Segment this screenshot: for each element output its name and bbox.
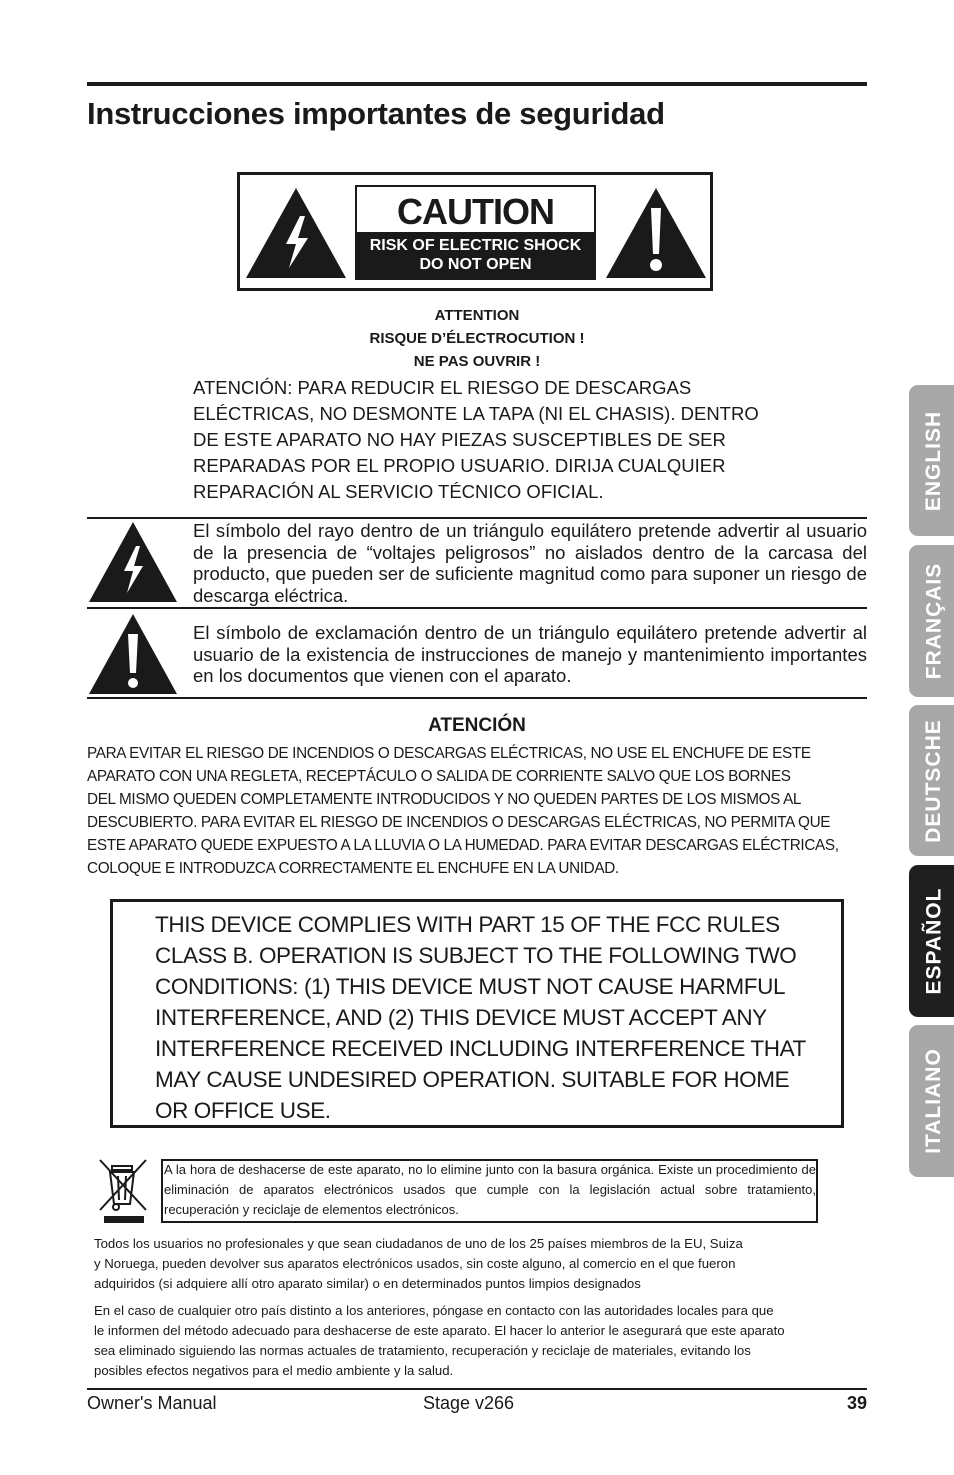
tab-label: DEUTSCHE bbox=[922, 718, 946, 843]
caution-band bbox=[357, 232, 594, 278]
disposal-line: Todos los usuarios no profesionales y que sean ciudadanos de uno de los 25 países miembros de la EU, Suiza bbox=[94, 1236, 743, 1251]
fcc-line: CLASS B. OPERATION IS SUBJECT TO THE FOLLOWING TWO bbox=[155, 943, 797, 968]
tab-italiano[interactable] bbox=[909, 1025, 954, 1177]
tab-label: FRANÇAIS bbox=[922, 562, 945, 680]
lightning-triangle-icon bbox=[244, 186, 348, 280]
spanish-warning-line: REPARADAS POR EL PROPIO USUARIO. DIRIJA CUALQUIER bbox=[193, 455, 726, 476]
divider bbox=[87, 517, 867, 519]
fcc-line: THIS DEVICE COMPLIES WITH PART 15 OF THE FCC RULES bbox=[155, 912, 780, 937]
french-warning bbox=[237, 304, 717, 373]
disposal-line: sea eliminado siguiendo las normas actuales de tratamiento, recuperación y reciclaje de materiales, evitando los bbox=[94, 1343, 751, 1358]
top-rule bbox=[87, 82, 867, 86]
tab-deutsche[interactable] bbox=[909, 705, 954, 856]
divider bbox=[87, 697, 867, 699]
tab-label: ITALIANO bbox=[922, 1048, 946, 1154]
footer-product-name: Stage v266 bbox=[423, 1393, 515, 1413]
french-warning-line: RISQUE D’ÉLECTROCUTION ! bbox=[369, 330, 585, 347]
disposal-paragraph-1 bbox=[94, 1234, 864, 1294]
atencion-line: APARATO CON UNA REGLETA, RECEPTÁCULO O SALIDA DE CORRIENTE SALVO QUE LOS BORNES bbox=[87, 768, 791, 785]
caution-line-1: RISK OF ELECTRIC SHOCK bbox=[369, 237, 582, 254]
exclamation-symbol-text: El símbolo de exclamación dentro de un triángulo equilátero pretende advertir al usuario de la existencia de instrucciones de manejo y mantenimiento importantes en los documentos que vienen con el aparato. bbox=[193, 622, 867, 686]
tab-label: ESPAÑOL bbox=[922, 887, 945, 995]
divider bbox=[87, 607, 867, 609]
atencion-line: COLOQUE E INTRODUZCA CORRECTAMENTE EL ENCHUFE EN LA UNIDAD. bbox=[87, 860, 619, 877]
atencion-heading: ATENCIÓN bbox=[428, 715, 526, 736]
fcc-line: CONDITIONS: (1) THIS DEVICE MUST NOT CAUSE HARMFUL bbox=[155, 974, 786, 999]
page-number: 39 bbox=[846, 1393, 867, 1413]
atencion-line: DESCUBIERTO. PARA EVITAR EL RIESGO DE INCENDIOS O DESCARGAS ELÉCTRICAS, NO PERMITA QUE bbox=[87, 814, 831, 831]
spanish-warning-line: ATENCIÓN: PARA REDUCIR EL RIESGO DE DESCARGAS bbox=[193, 377, 692, 398]
tab-english[interactable] bbox=[909, 385, 954, 536]
fcc-line: OR OFFICE USE. bbox=[155, 1098, 331, 1123]
exclamation-triangle-icon bbox=[87, 612, 179, 696]
crossed-bin-icon bbox=[96, 1154, 152, 1226]
atencion-body bbox=[87, 742, 877, 880]
fcc-line: INTERFERENCE RECEIVED INCLUDING INTERFERENCE THAT bbox=[155, 1036, 806, 1061]
weee-notice: A la hora de deshacerse de este aparato, no lo elimine junto con la basura orgánica. Existe un procedimiento de eliminación de aparatos electrónicos usados que cumple con la legislación actual sobre tratamiento, recuperación y reciclaje de elementos electrónicos. bbox=[164, 1162, 816, 1217]
french-warning-line: NE PAS OUVRIR ! bbox=[413, 353, 541, 370]
caution-line-2: DO NOT OPEN bbox=[419, 256, 532, 273]
spanish-warning-line: DE ESTE APARATO NO HAY PIEZAS SUSCEPTIBLES DE SER bbox=[193, 429, 726, 450]
caution-panel bbox=[355, 185, 596, 280]
fcc-notice bbox=[155, 909, 815, 1126]
footer-manual-label: Owner's Manual bbox=[87, 1393, 217, 1413]
fcc-line: INTERFERENCE, AND (2) THIS DEVICE MUST ACCEPT ANY bbox=[155, 1005, 767, 1030]
disposal-line: adquiridos (si adquiere allí otro aparato similar) o en determinados puntos limpios designados bbox=[94, 1276, 641, 1291]
lightning-symbol-text: El símbolo del rayo dentro de un triángulo equilátero pretende advertir al usuario de la presencia de “voltajes peligrosos” no aislados dentro de la carcasa del producto, que pueden ser de suficiente magnitud como para suponer un riesgo de descarga eléctrica. bbox=[193, 520, 867, 606]
atencion-line: DEL MISMO QUEDEN COMPLETAMENTE INTRODUCIDOS Y NO QUEDEN PARTES DE LOS MISMOS AL bbox=[87, 791, 802, 808]
disposal-line: posibles efectos negativos para el medio ambiente y la salud. bbox=[94, 1363, 454, 1378]
footer-rule bbox=[87, 1388, 867, 1390]
lightning-triangle-icon bbox=[87, 520, 179, 604]
atencion-line: PARA EVITAR EL RIESGO DE INCENDIOS O DESCARGAS ELÉCTRICAS, NO USE EL ENCHUFE DE ESTE bbox=[87, 745, 811, 762]
disposal-line: En el caso de cualquier otro país distinto a los anteriores, póngase en contacto con las autoridades locales para que bbox=[94, 1303, 774, 1318]
caution-word: CAUTION bbox=[397, 191, 554, 232]
exclamation-triangle-icon bbox=[604, 186, 708, 280]
spanish-warning-line: REPARACIÓN AL SERVICIO TÉCNICO OFICIAL. bbox=[193, 481, 604, 502]
page-title: Instrucciones importantes de seguridad bbox=[87, 96, 665, 131]
fcc-line: MAY CAUSE UNDESIRED OPERATION. SUITABLE FOR HOME bbox=[155, 1067, 790, 1092]
disposal-line: le informen del método adecuado para deshacerse de este aparato. El hacer lo anterior le asegurará que este aparato bbox=[94, 1323, 785, 1338]
spanish-warning-line: ELÉCTRICAS, NO DESMONTE LA TAPA (NI EL CHASIS). DENTRO bbox=[193, 403, 759, 424]
tab-label: ENGLISH bbox=[922, 410, 945, 511]
tab-francais[interactable] bbox=[909, 545, 954, 697]
atencion-line: ESTE APARATO QUEDE EXPUESTO A LA LLUVIA O LA HUMEDAD. PARA EVITAR DESCARGAS ELÉCTRICAS, bbox=[87, 837, 839, 854]
disposal-line: y Noruega, pueden devolver sus aparatos electrónicos usados, sin coste alguno, al comercio en el que fueron bbox=[94, 1256, 736, 1271]
disposal-paragraph-2 bbox=[94, 1301, 864, 1381]
french-warning-line: ATTENTION bbox=[434, 307, 520, 324]
spanish-warning bbox=[193, 375, 763, 505]
tab-espanol[interactable] bbox=[909, 865, 954, 1017]
